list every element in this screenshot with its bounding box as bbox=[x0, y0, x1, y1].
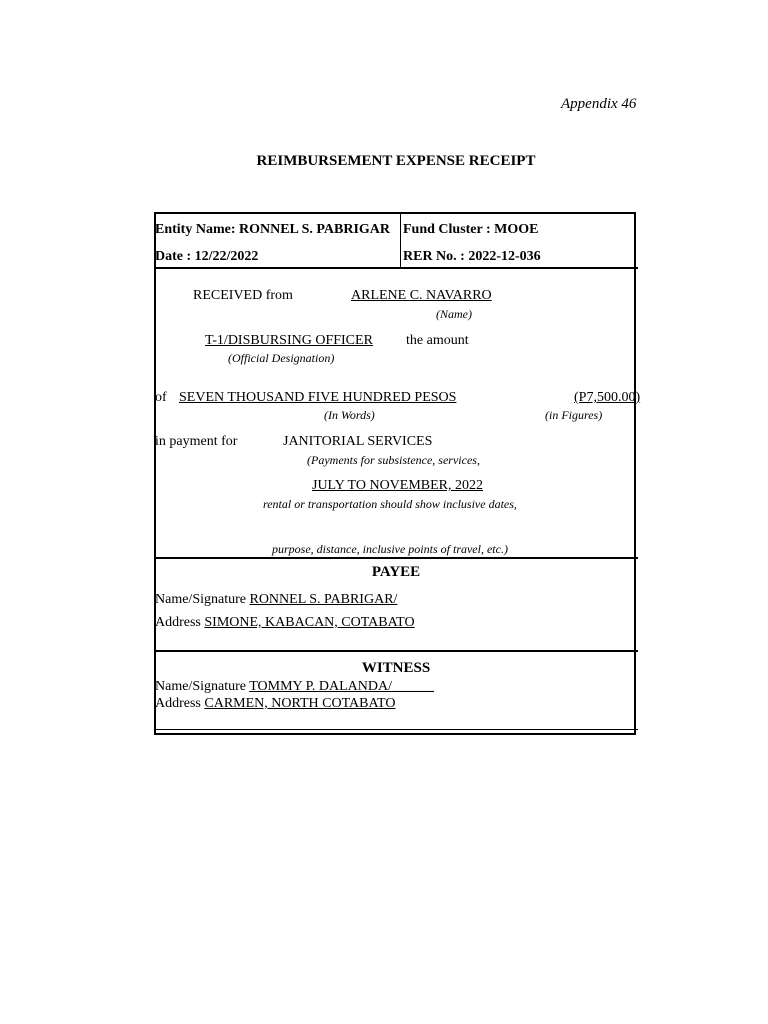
received-from-label: RECEIVED from bbox=[193, 288, 293, 303]
payee-name-row bbox=[155, 592, 397, 608]
payee-heading: PAYEE bbox=[371, 564, 421, 580]
payment-caption-line-3: purpose, distance, inclusive points of travel, etc.) bbox=[272, 542, 508, 556]
payee-name-label: Name/Signature bbox=[155, 592, 246, 607]
in-words-caption: (In Words) bbox=[324, 408, 375, 422]
rer-number: RER No. : 2022-12-036 bbox=[403, 249, 541, 264]
received-from-name: ARLENE C. NAVARRO bbox=[351, 288, 492, 303]
the-amount-label: the amount bbox=[406, 333, 469, 348]
amount-in-words: SEVEN THOUSAND FIVE HUNDRED PESOS bbox=[179, 390, 457, 405]
witness-top-rule bbox=[154, 650, 638, 652]
witness-address-row bbox=[155, 696, 395, 712]
payee-name-value: RONNEL S. PABRIGAR/ bbox=[249, 592, 398, 607]
payment-caption-line-1: (Payments for subsistence, services, bbox=[307, 453, 480, 467]
witness-heading: WITNESS bbox=[361, 660, 431, 676]
header-bottom-rule bbox=[154, 267, 638, 269]
payment-caption-line-2: rental or transportation should show inclusive dates, bbox=[263, 497, 517, 511]
in-figures-caption: (in Figures) bbox=[545, 408, 603, 422]
payment-period: JULY TO NOVEMBER, 2022 bbox=[312, 478, 484, 493]
appendix-label: Appendix 46 bbox=[561, 96, 637, 112]
of-label: of bbox=[155, 390, 167, 405]
name-caption: (Name) bbox=[436, 307, 472, 321]
designation-caption: (Official Designation) bbox=[228, 351, 335, 365]
document-title: REIMBURSEMENT EXPENSE RECEIPT bbox=[256, 153, 536, 169]
witness-address-label: Address bbox=[155, 696, 201, 711]
payee-address-row bbox=[155, 615, 415, 631]
payee-address-value: SIMONE, KABACAN, COTABATO bbox=[204, 615, 415, 630]
entity-name: Entity Name: RONNEL S. PABRIGAR bbox=[155, 222, 391, 237]
fund-cluster: Fund Cluster : MOOE bbox=[403, 222, 539, 237]
witness-name-label: Name/Signature bbox=[155, 679, 246, 694]
witness-address-value: CARMEN, NORTH COTABATO bbox=[204, 696, 396, 711]
witness-name-value: TOMMY P. DALANDA/______ bbox=[249, 679, 434, 694]
header-divider bbox=[400, 213, 401, 268]
witness-name-row bbox=[155, 679, 434, 695]
amount-in-figures: (P7,500.00) bbox=[574, 390, 641, 405]
receipt-date: Date : 12/22/2022 bbox=[155, 249, 259, 264]
payee-address-label: Address bbox=[155, 615, 201, 630]
official-designation: T-1/DISBURSING OFFICER bbox=[205, 333, 373, 348]
payment-purpose: JANITORIAL SERVICES bbox=[283, 434, 433, 449]
payment-for-label: in payment for bbox=[155, 434, 238, 449]
payee-top-rule bbox=[154, 557, 638, 559]
bottom-inner-rule bbox=[154, 729, 638, 730]
